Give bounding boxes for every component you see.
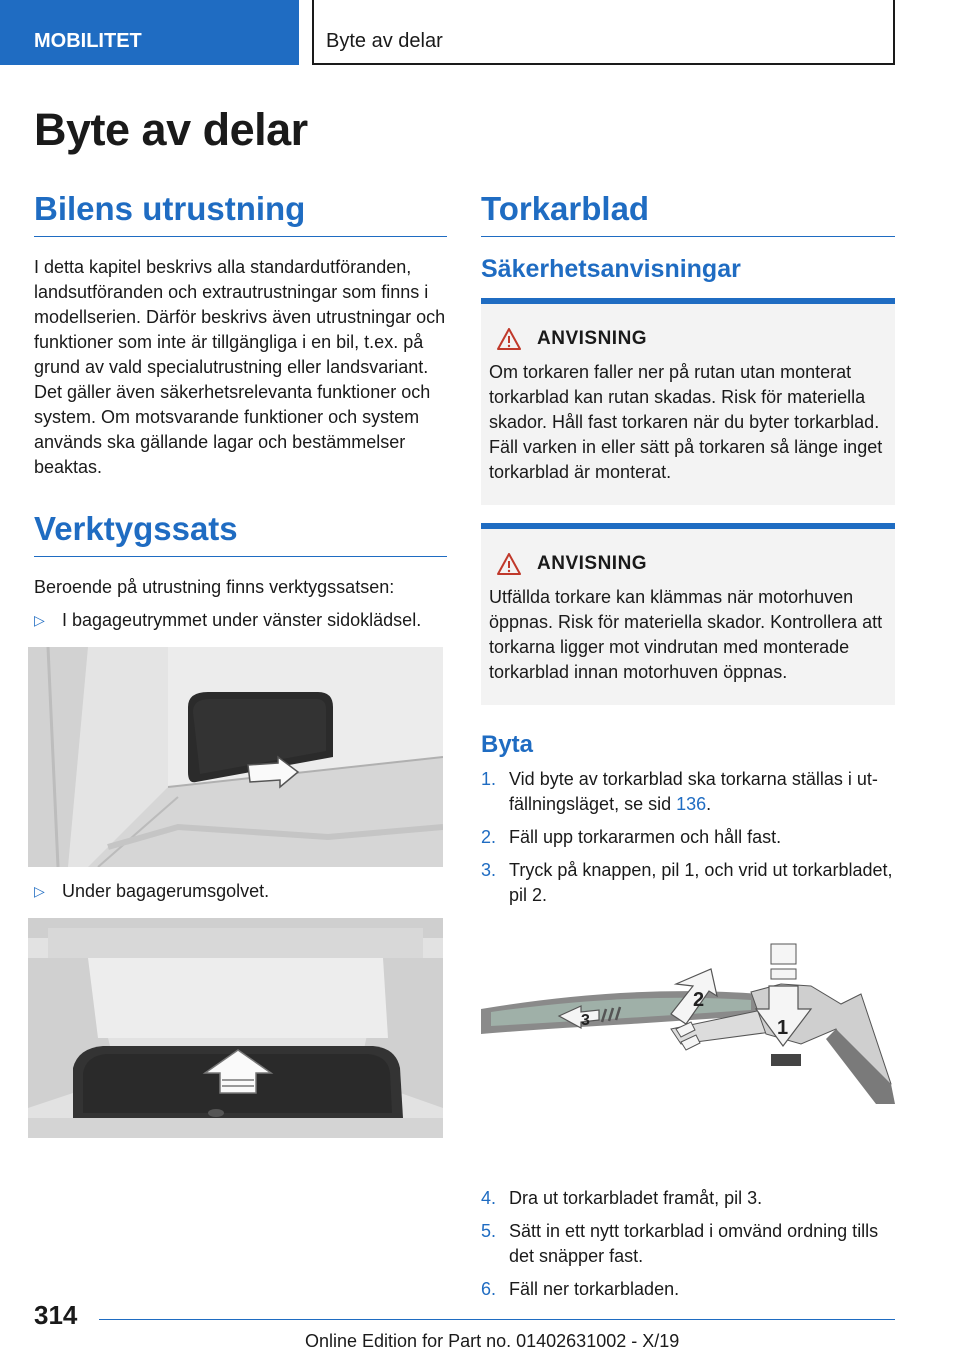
heading-bilens-utrustning: Bilens utrustning bbox=[34, 190, 447, 237]
step-number: 3. bbox=[481, 859, 497, 880]
verktygssats-list-2 bbox=[34, 879, 447, 904]
list-item-text: Under bagagerumsgolvet. bbox=[62, 880, 270, 901]
header-title: Byte av delar bbox=[312, 0, 895, 65]
arrow-label-3: 3 bbox=[581, 1011, 590, 1029]
warning-triangle-icon bbox=[497, 553, 521, 575]
bullet-icon: ▷ bbox=[34, 882, 45, 899]
list-item-text: I bagageutrymmet under vänster sidoklädsel. bbox=[62, 609, 422, 630]
step-number: 4. bbox=[481, 1187, 497, 1208]
step-text: Fäll upp torkararmen och håll fast. bbox=[509, 826, 782, 847]
step-number: 6. bbox=[481, 1278, 497, 1299]
edition-text: Online Edition for Part no. 01402631002 - X/19 bbox=[305, 1331, 680, 1351]
left-column bbox=[34, 190, 447, 1150]
step-text: Dra ut torkarbladet framåt, pil 3. bbox=[509, 1187, 763, 1208]
trunk-side-panel-illustration bbox=[28, 647, 443, 867]
byta-steps bbox=[481, 767, 895, 908]
heading-verktygssats: Verktygssats bbox=[34, 510, 447, 557]
list-item bbox=[34, 608, 447, 633]
step-number: 5. bbox=[481, 1220, 497, 1241]
right-column bbox=[481, 190, 895, 1310]
page-number: 314 bbox=[34, 1300, 78, 1330]
trunk-floor-illustration bbox=[28, 918, 443, 1138]
notice-text: Om torkaren faller ner på rutan utan monterat torkarblad kan rutan skadas. Risk för materiella skador. Håll fast torkaren när du byter torkarblad. Fäll varken in eller sätt på torkaren så länge inget torkarblad är monterat. bbox=[489, 361, 883, 482]
page-title: Byte av delar bbox=[34, 104, 308, 155]
notice-text: Utfällda torkare kan klämmas när motorhuven öppnas. Risk för materiella skador. Kontrollera att torkarna ligger mot vindrutan med monterade torkarblad innan motorhuven öppnas. bbox=[489, 586, 883, 682]
arrow-label-2: 2 bbox=[693, 988, 705, 1011]
list-item bbox=[481, 1186, 895, 1211]
heading-torkarblad: Torkarblad bbox=[481, 190, 895, 237]
notice-title: ANVISNING bbox=[537, 552, 648, 574]
step-text: Fäll ner torkarbladen. bbox=[509, 1278, 680, 1299]
verktygssats-intro: Beroende på utrustning finns verktygssatsen: bbox=[34, 576, 395, 597]
list-item bbox=[481, 825, 895, 850]
page-link-136[interactable]: 136 bbox=[676, 793, 707, 814]
step-number: 2. bbox=[481, 826, 497, 847]
heading-sakerhetsanvisningar: Säkerhetsanvisningar bbox=[481, 254, 741, 283]
wiper-blade-illustration bbox=[481, 934, 895, 1164]
bilens-utrustning-text: I detta kapitel beskrivs alla standardutföranden, landsutföranden och extrautrustningar som finns i modellserien. Därför beskrivs även utrustningar och funktioner som inte är tillgängliga i en bil, t.ex. på grund av vald specialutrustning eller landsvariant. Det gäller även säkerhetsrelevanta funktioner och system. Om motsvarande funktioner och system används ska gällande lagar och bestämmelser beaktas. bbox=[34, 256, 446, 477]
notice-title: ANVISNING bbox=[537, 327, 648, 349]
warning-triangle-icon bbox=[497, 328, 521, 350]
list-item bbox=[481, 1277, 895, 1302]
step-number: 1. bbox=[481, 768, 497, 789]
bullet-icon: ▷ bbox=[34, 611, 45, 628]
notice-box bbox=[481, 298, 895, 505]
step-text-end: . bbox=[706, 793, 712, 814]
verktygssats-list bbox=[34, 608, 447, 633]
step-text: Vid byte av torkarblad ska torkarna ställas i utfällningsläget, se sid bbox=[509, 768, 878, 814]
heading-byta: Byta bbox=[481, 730, 534, 758]
list-item bbox=[481, 767, 895, 817]
byta-steps-continued bbox=[481, 1186, 895, 1302]
footer-rule bbox=[99, 1319, 895, 1320]
arrow-label-1: 1 bbox=[777, 1016, 789, 1039]
list-item bbox=[481, 858, 895, 908]
list-item bbox=[34, 879, 447, 904]
notice-box bbox=[481, 523, 895, 705]
step-text: Tryck på knappen, pil 1, och vrid ut torkarbladet, pil 2. bbox=[509, 859, 893, 905]
list-item bbox=[481, 1219, 895, 1269]
step-text: Sätt in ett nytt torkarblad i omvänd ordning tills det snäpper fast. bbox=[509, 1220, 879, 1266]
section-tab[interactable]: MOBILITET bbox=[0, 0, 299, 65]
